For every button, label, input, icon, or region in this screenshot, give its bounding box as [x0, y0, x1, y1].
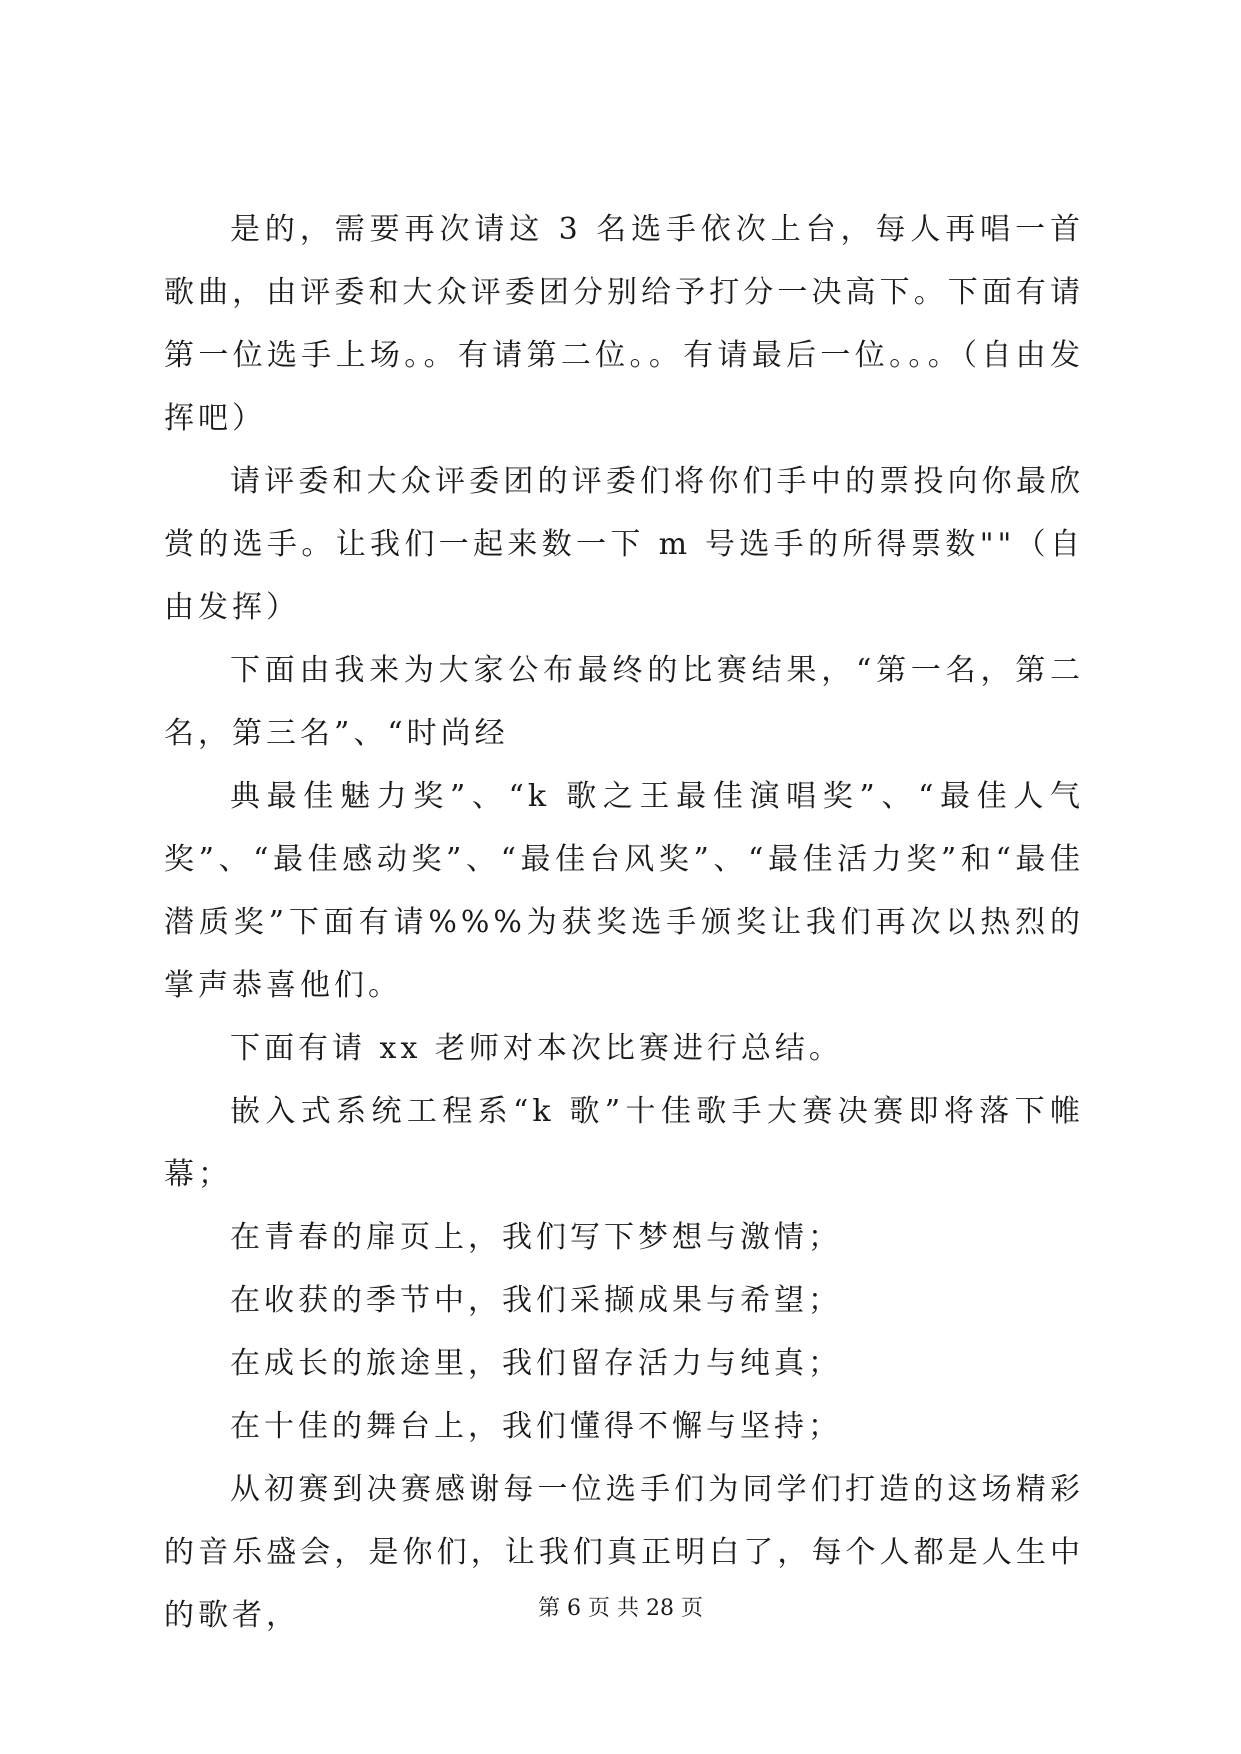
paragraph: 在成长的旅途里，我们留存活力与纯真； [230, 1346, 842, 1381]
paragraph: 典最佳魅力奖”、“k 歌之王最佳演唱奖”、“最佳人气奖”、“最佳感动奖”、“最佳台风奖”、“最佳活力奖”和“最佳潜质奖”下面有请%%%为获奖选手颁奖让我们再次以热烈的掌声恭喜他们。 [164, 779, 1084, 1003]
paragraph: 是的，需要再次请这 3 名选手依次上台，每人再唱一首歌曲，由评委和大众评委团分别给予打分一决高下。下面有请第一位选手上场。。有请第二位。。有请最后一位。。。（自由发挥吧） [164, 212, 1084, 436]
paragraph: 在青春的扉页上，我们写下梦想与激情； [230, 1220, 842, 1255]
paragraph: 在收获的季节中，我们采撷成果与希望； [230, 1283, 842, 1318]
paragraph: 在十佳的舞台上，我们懂得不懈与坚持； [230, 1409, 842, 1444]
paragraph: 嵌入式系统工程系“k 歌”十佳歌手大赛决赛即将落下帷幕； [164, 1094, 1084, 1192]
page-number-footer: 第 6 页 共 28 页 [538, 1596, 703, 1621]
paragraph: 从初赛到决赛感谢每一位选手们为同学们打造的这场精彩的音乐盛会，是你们，让我们真正明白了，每个人都是人生中的歌者， [164, 1472, 1084, 1633]
document-body [164, 198, 1084, 1647]
paragraph: 请评委和大众评委团的评委们将你们手中的票投向你最欣赏的选手。让我们一起来数一下 m 号选手的所得票数""（自由发挥） [164, 464, 1084, 625]
paragraph: 下面有请 xx 老师对本次比赛进行总结。 [230, 1031, 843, 1066]
paragraph: 下面由我来为大家公布最终的比赛结果，“第一名，第二名，第三名”、“时尚经 [164, 653, 1084, 751]
